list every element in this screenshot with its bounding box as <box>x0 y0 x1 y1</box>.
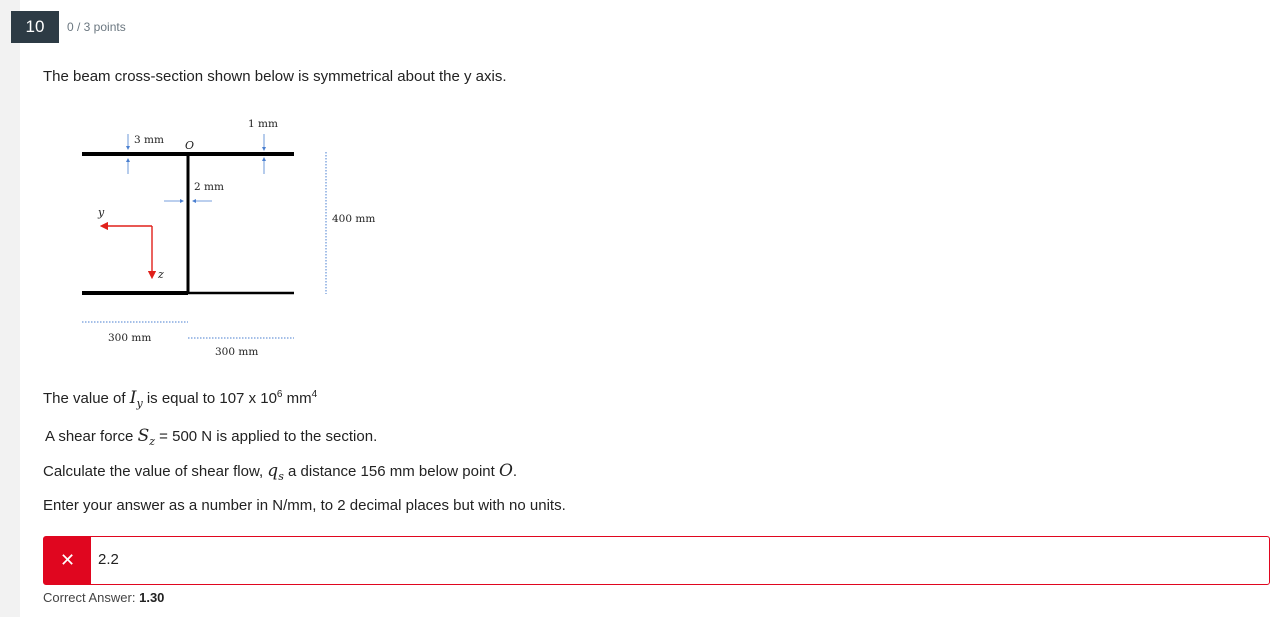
label-3mm: 3 mm <box>134 134 164 146</box>
shear-force-statement: A shear force $S_z = 500$ N is applied to the section. <box>45 426 378 448</box>
points-label: 0 / 3 points <box>67 20 126 34</box>
iy-statement: The value of $I_y$ is equal to 107 x $10^6$ $mm^4$ <box>43 388 318 410</box>
incorrect-x-icon: ✕ <box>44 537 91 584</box>
label-2mm: 2 mm <box>194 181 224 193</box>
label-point-o: O <box>185 139 195 152</box>
calculate-statement: Calculate the value of shear flow, $q_s$ a distance 156 mm below point O. <box>43 461 518 483</box>
label-300mm-right: 300 mm <box>215 346 259 358</box>
label-400mm: 400 mm <box>332 213 376 225</box>
correct-answer-label: Correct Answer: <box>43 590 136 605</box>
label-z-axis: z <box>158 268 164 281</box>
beam-cross-section-diagram <box>60 112 400 362</box>
question-number: 10 <box>11 11 59 43</box>
label-300mm-left: 300 mm <box>108 332 152 344</box>
answer-field[interactable] <box>43 536 1270 585</box>
intro-text: The beam cross-section shown below is symmetrical about the y axis. <box>43 68 507 85</box>
label-1mm: 1 mm <box>248 118 278 130</box>
correct-answer-value: 1.30 <box>139 590 165 605</box>
correct-answer <box>43 590 164 605</box>
enter-instructions: Enter your answer as a number in N/mm, to 2 decimal places but with no units. <box>43 497 566 514</box>
left-rail <box>0 0 20 617</box>
answer-value: 2.2 <box>98 551 119 568</box>
label-y-axis: y <box>98 206 105 219</box>
